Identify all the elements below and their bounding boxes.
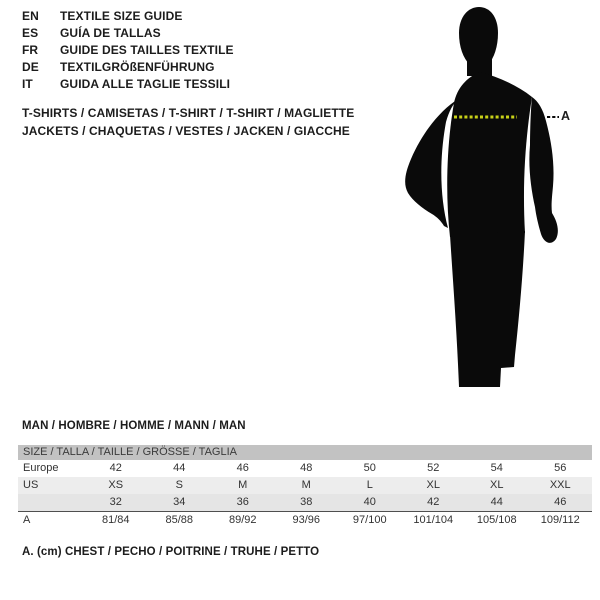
measure-label-a: A bbox=[561, 109, 571, 123]
size-cell: 109/112 bbox=[540, 514, 580, 526]
language-row bbox=[22, 76, 234, 93]
size-cell: 97/100 bbox=[352, 514, 387, 526]
size-cell: 46 bbox=[236, 462, 249, 474]
row-label: A bbox=[23, 514, 31, 526]
language-list bbox=[22, 8, 234, 93]
language-label: GUÍA DE TALLAS bbox=[60, 26, 161, 40]
size-cell: 44 bbox=[173, 462, 186, 474]
size-cell: 44 bbox=[490, 496, 503, 508]
language-label: GUIDA ALLE TAGLIE TESSILI bbox=[60, 77, 231, 91]
garment-type-list bbox=[22, 104, 354, 140]
section-title-man: MAN / HOMBRE / HOMME / MANN / MAN bbox=[22, 420, 246, 432]
size-cell: XL bbox=[426, 479, 440, 491]
language-code: ES bbox=[22, 26, 39, 40]
size-cell: 52 bbox=[427, 462, 440, 474]
language-code: EN bbox=[22, 9, 39, 23]
language-row bbox=[22, 59, 234, 76]
row-label: US bbox=[23, 479, 39, 491]
measurement-footnote: A. (cm) CHEST / PECHO / POITRINE / TRUHE / PETTO bbox=[22, 546, 320, 558]
table-row-chest-a bbox=[18, 511, 592, 529]
size-cell: 48 bbox=[300, 462, 313, 474]
language-row bbox=[22, 25, 234, 42]
garment-line-tshirts: T-SHIRTS / CAMISETAS / T-SHIRT / T-SHIRT / MAGLIETTE bbox=[22, 106, 355, 120]
size-cell: M bbox=[301, 479, 311, 491]
size-table bbox=[18, 445, 592, 529]
language-label: TEXTILGRÖßENFÜHRUNG bbox=[60, 60, 215, 74]
man-silhouette-figure bbox=[395, 0, 600, 420]
size-cell: 101/104 bbox=[413, 514, 454, 526]
size-cell: 81/84 bbox=[101, 514, 130, 526]
row-label: Europe bbox=[23, 462, 59, 474]
language-code: FR bbox=[22, 43, 39, 57]
size-cell: 85/88 bbox=[165, 514, 194, 526]
size-cell: S bbox=[175, 479, 183, 491]
table-row-europe bbox=[18, 460, 592, 477]
size-cell: 89/92 bbox=[228, 514, 257, 526]
size-cell: XS bbox=[108, 479, 124, 491]
silhouette-right-arm bbox=[529, 97, 557, 243]
size-cell: 93/96 bbox=[292, 514, 321, 526]
silhouette-torso bbox=[447, 72, 532, 237]
table-row-numeric bbox=[18, 494, 592, 511]
size-cell: XL bbox=[490, 479, 504, 491]
language-code: DE bbox=[22, 60, 39, 74]
size-cell: 38 bbox=[300, 496, 313, 508]
man-silhouette-graphic bbox=[395, 0, 600, 420]
language-label: GUIDE DES TAILLES TEXTILE bbox=[60, 43, 234, 57]
table-row-us bbox=[18, 477, 592, 494]
row-label bbox=[18, 494, 84, 511]
size-cell: 56 bbox=[554, 462, 567, 474]
size-cell: 46 bbox=[554, 496, 567, 508]
size-cell: 42 bbox=[109, 462, 122, 474]
language-label: TEXTILE SIZE GUIDE bbox=[60, 9, 183, 23]
size-cell: 36 bbox=[236, 496, 249, 508]
size-cell: XXL bbox=[549, 479, 571, 491]
language-row bbox=[22, 42, 234, 59]
size-cell: M bbox=[238, 479, 248, 491]
size-cell: 105/108 bbox=[476, 514, 517, 526]
size-cell: 32 bbox=[109, 496, 122, 508]
size-cell: 50 bbox=[363, 462, 376, 474]
size-cell: 54 bbox=[490, 462, 503, 474]
silhouette-legs bbox=[450, 231, 525, 387]
garment-line-jackets: JACKETS / CHAQUETAS / VESTES / JACKEN / GIACCHE bbox=[22, 124, 350, 138]
language-code: IT bbox=[22, 77, 33, 91]
size-table-header: SIZE / TALLA / TAILLE / GRÖSSE / TAGLIA bbox=[18, 445, 592, 460]
size-cell: L bbox=[366, 479, 373, 491]
size-cell: 42 bbox=[427, 496, 440, 508]
size-cell: 40 bbox=[363, 496, 376, 508]
language-row bbox=[22, 8, 234, 25]
size-cell: 34 bbox=[173, 496, 186, 508]
